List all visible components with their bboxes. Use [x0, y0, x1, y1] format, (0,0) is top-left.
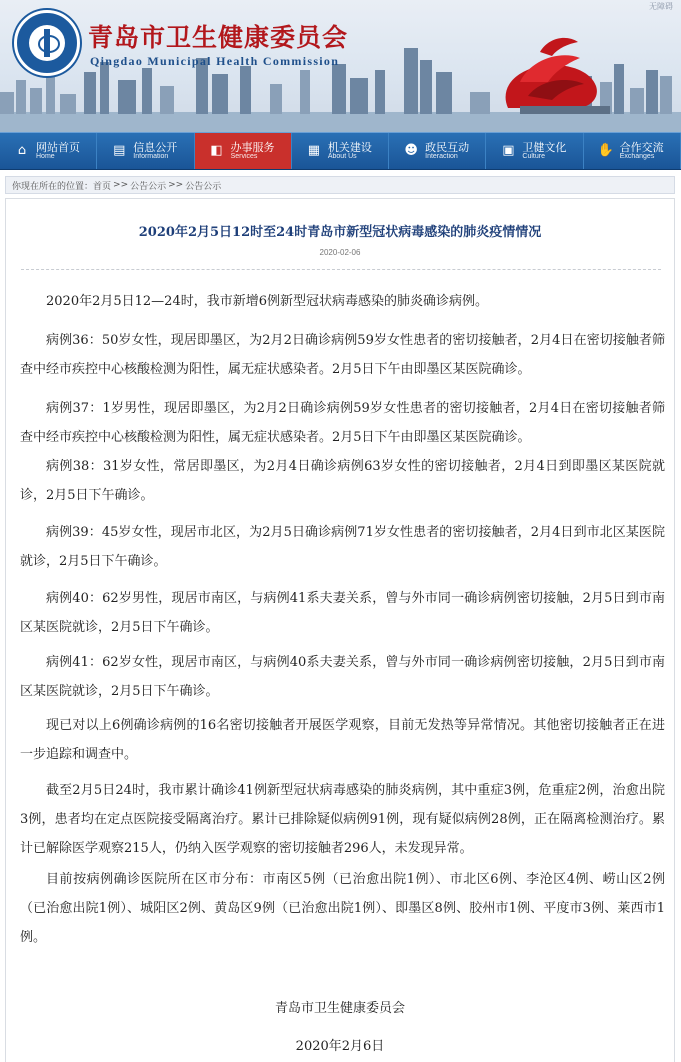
- nav-label-en: About Us: [327, 153, 357, 161]
- info-icon: ▤: [113, 143, 126, 158]
- nav-item-interaction[interactable]: [389, 133, 486, 169]
- breadcrumb-prefix: 你现在所在的位置：: [12, 181, 94, 192]
- article-paragraph: 病例41：62岁女性，现居市南区，与病例40系夫妻关系，曾与外市同一确诊病例密切接触，2月5日到市南区某医院就诊，2月5日下午确诊。: [20, 655, 665, 699]
- services-icon: ◧: [210, 143, 223, 158]
- accessibility-link[interactable]: 无障碍: [649, 2, 673, 11]
- article-paragraph: 2020年2月5日12—24时，我市新增6例新型冠状病毒感染的肺炎确诊病例。: [46, 294, 488, 309]
- breadcrumb: [5, 176, 675, 194]
- article-date: 2020-02-06: [319, 248, 361, 257]
- home-icon: ⌂: [17, 143, 27, 158]
- signature-organization: 青岛市卫生健康委员会: [274, 1001, 405, 1016]
- breadcrumb-notice-link[interactable]: 公告公示: [130, 181, 167, 192]
- article-paragraph: 现已对以上6例确诊病例的16名密切接触者开展医学观察，目前无发热等异常情况。其他密切接触者正在进一步追踪和调查中。: [20, 718, 665, 762]
- site-subtitle: Qingdao Municipal Health Commission: [90, 54, 340, 68]
- culture-icon: ▣: [502, 143, 515, 158]
- nav-item-about-us[interactable]: [292, 133, 389, 169]
- nav-label-en: Interaction: [425, 153, 458, 161]
- breadcrumb-separator: >>: [113, 180, 129, 190]
- signature-date: 2020年2月6日: [295, 1039, 385, 1054]
- article-paragraph: 病例40：62岁男性，现居市南区，与病例41系夫妻关系，曾与外市同一确诊病例密切接触，2月5日到市南区某医院就诊，2月5日下午确诊。: [20, 591, 665, 635]
- nav-label-en: Information: [133, 153, 169, 161]
- main-navigation: [0, 132, 681, 170]
- header-banner: [0, 0, 681, 132]
- nav-label-en: Home: [36, 153, 55, 161]
- nav-label: 信息公开: [133, 140, 178, 154]
- article-paragraph: 目前按病例确诊医院所在区市分布：市南区5例（已治愈出院1例）、市北区6例、李沧区4例、崂山区2例（已治愈出院1例）、城阳区2例、黄岛区9例（已治愈出院1例）、即墨区8例、胶州市1例、平度市3例、莱西市1例。: [20, 872, 665, 945]
- article-container: [5, 198, 675, 1062]
- article-paragraph: 病例39：45岁女性，现居市北区，为2月5日确诊病例71岁女性患者的密切接触者，2月4日到市北区某医院就诊，2月5日下午确诊。: [20, 525, 665, 569]
- breadcrumb-current-link[interactable]: 公告公示: [185, 181, 222, 192]
- article-paragraph: 病例36：50岁女性，现居即墨区，为2月2日确诊病例59岁女性患者的密切接触者，2月4日在密切接触者筛查中经市疾控中心核酸检测为阳性，属无症状感染者。2月5日下午由即墨区某医院确诊。: [20, 333, 665, 377]
- site-title: 青岛市卫生健康委员会: [88, 23, 349, 52]
- nav-label-en: Services: [230, 153, 258, 161]
- about-icon: ▦: [307, 143, 320, 158]
- health-commission-emblem-logo: [14, 10, 80, 76]
- nav-label-en: Culture: [522, 153, 545, 161]
- breadcrumb-home-link[interactable]: 首页: [93, 181, 112, 192]
- article-paragraph: 截至2月5日24时，我市累计确诊41例新型冠状病毒感染的肺炎病例，其中重症3例，危重症2例，治愈出院3例，患者均在定点医院接受隔离治疗。累计已排除疑似病例91例，现有疑似病例28例，正在隔离检测治疗。累计已解除医学观察215人，仍纳入医学观察的密切接触者296人，未发现异常。: [20, 783, 665, 856]
- nav-label: 卫健文化: [522, 140, 567, 154]
- nav-label: 合作交流: [619, 140, 664, 154]
- nav-label-en: Exchanges: [619, 153, 655, 161]
- nav-item-home[interactable]: [0, 133, 97, 169]
- interaction-icon: ☻: [404, 143, 418, 158]
- article-paragraph: 病例37：1岁男性，现居即墨区，为2月2日确诊病例59岁女性患者的密切接触者，2月4日在密切接触者筛查中经市疾控中心核酸检测为阳性，属无症状感染者。2月5日下午由即墨区某医院确诊。: [20, 401, 665, 445]
- nav-label: 网站首页: [36, 140, 80, 154]
- nav-item-information[interactable]: [97, 133, 194, 169]
- nav-item-culture[interactable]: [486, 133, 583, 169]
- nav-label: 办事服务: [230, 140, 275, 154]
- nav-label: 机关建设: [327, 140, 372, 154]
- breadcrumb-separator: >>: [168, 180, 184, 190]
- nav-item-exchanges[interactable]: [584, 133, 681, 169]
- exchanges-icon: ✋: [597, 143, 614, 158]
- title-divider: [21, 269, 661, 270]
- article-paragraph: 病例38：31岁女性，常居即墨区，为2月4日确诊病例63岁女性的密切接触者，2月4日到即墨区某医院就诊，2月5日下午确诊。: [20, 459, 665, 503]
- nav-label: 政民互动: [425, 140, 470, 154]
- nav-item-services[interactable]: [195, 133, 292, 169]
- article-title: 2020年2月5日12时至24时青岛市新型冠状病毒感染的肺炎疫情情况: [138, 225, 542, 240]
